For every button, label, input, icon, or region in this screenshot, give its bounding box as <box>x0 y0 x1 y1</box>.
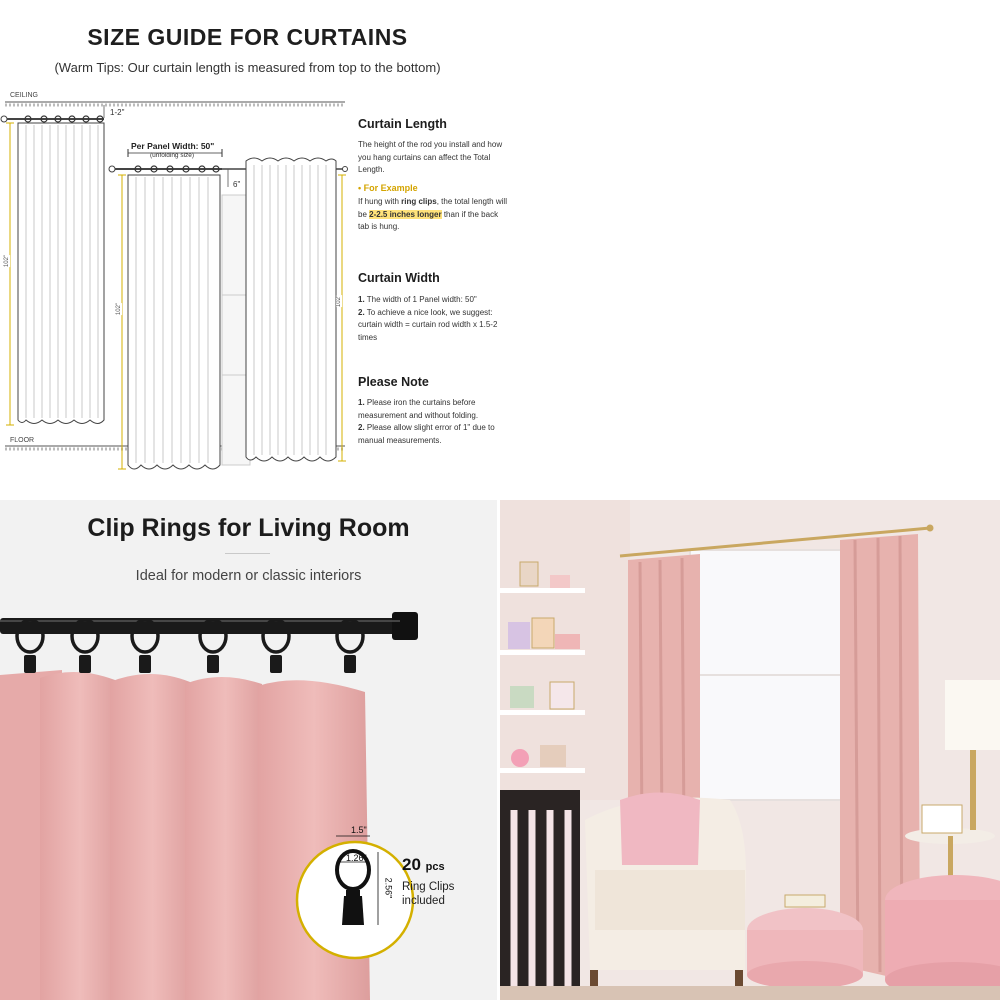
right-length-label: 102" <box>336 294 343 308</box>
curtain-width-heading: Curtain Width <box>358 271 440 285</box>
please-note-list <box>358 397 508 447</box>
note-item-1: 1. Please iron the curtains before measurement and without folding. <box>358 398 479 420</box>
floor-label: FLOOR <box>10 437 35 444</box>
width-item-1: 1. The width of 1 Panel width: 50" <box>358 295 477 304</box>
note-item-2: 2. Please allow slight error of 1" due to manual measurements. <box>358 423 495 445</box>
ring-height: 2.56" <box>383 877 394 899</box>
curtain-length-body: The height of the rod you install and how you hang curtains can affect the Total Length. <box>358 140 503 174</box>
width-item-2: 2. To achieve a nice look, we suggest: curtain width = curtain rod width x 1.5-2 times <box>358 307 498 342</box>
nursery-room-photo <box>500 500 1000 1000</box>
ring-outer-diameter: 1.5" <box>351 825 367 835</box>
ceiling-label: CEILING <box>10 92 39 99</box>
curtain-length-heading: Curtain Length <box>358 117 447 131</box>
for-example-label: • For Example <box>358 183 418 193</box>
left-length-label: 102" <box>4 254 11 268</box>
please-note-heading: Please Note <box>358 375 429 389</box>
clip-rings-title: Clip Rings for Living Room <box>87 514 410 542</box>
guide-subtitle: (Warm Tips: Our curtain length is measured from top to the bottom) <box>54 60 441 75</box>
clip-offset-label: 6" <box>233 180 241 189</box>
ring-count-caption: Ring Clips included <box>402 881 455 907</box>
curtain-clip-illustration <box>0 600 497 1000</box>
rod-gap-label: 1-2" <box>110 108 125 117</box>
clip-rings-subtitle: Ideal for modern or classic interiors <box>135 568 362 584</box>
curtain-width-list <box>358 294 508 344</box>
clip-rings-panel <box>0 500 497 1000</box>
panel-width-label: Per Panel Width: 50" <box>131 141 215 151</box>
unfolding-size-label: (unfolding size) <box>150 152 195 159</box>
ring-count: 20 pcs <box>402 855 445 874</box>
middle-length-label: 102" <box>116 302 123 316</box>
title-divider <box>225 553 270 554</box>
guide-title: SIZE GUIDE FOR CURTAINS <box>87 24 408 50</box>
ring-inner-diameter: 1.26" <box>346 853 367 863</box>
curtain-length-example: If hung with ring clips, the total length will be 2-2.5 inches longer than if the back tab is hung. <box>358 197 507 231</box>
room-scene <box>500 500 1000 1000</box>
